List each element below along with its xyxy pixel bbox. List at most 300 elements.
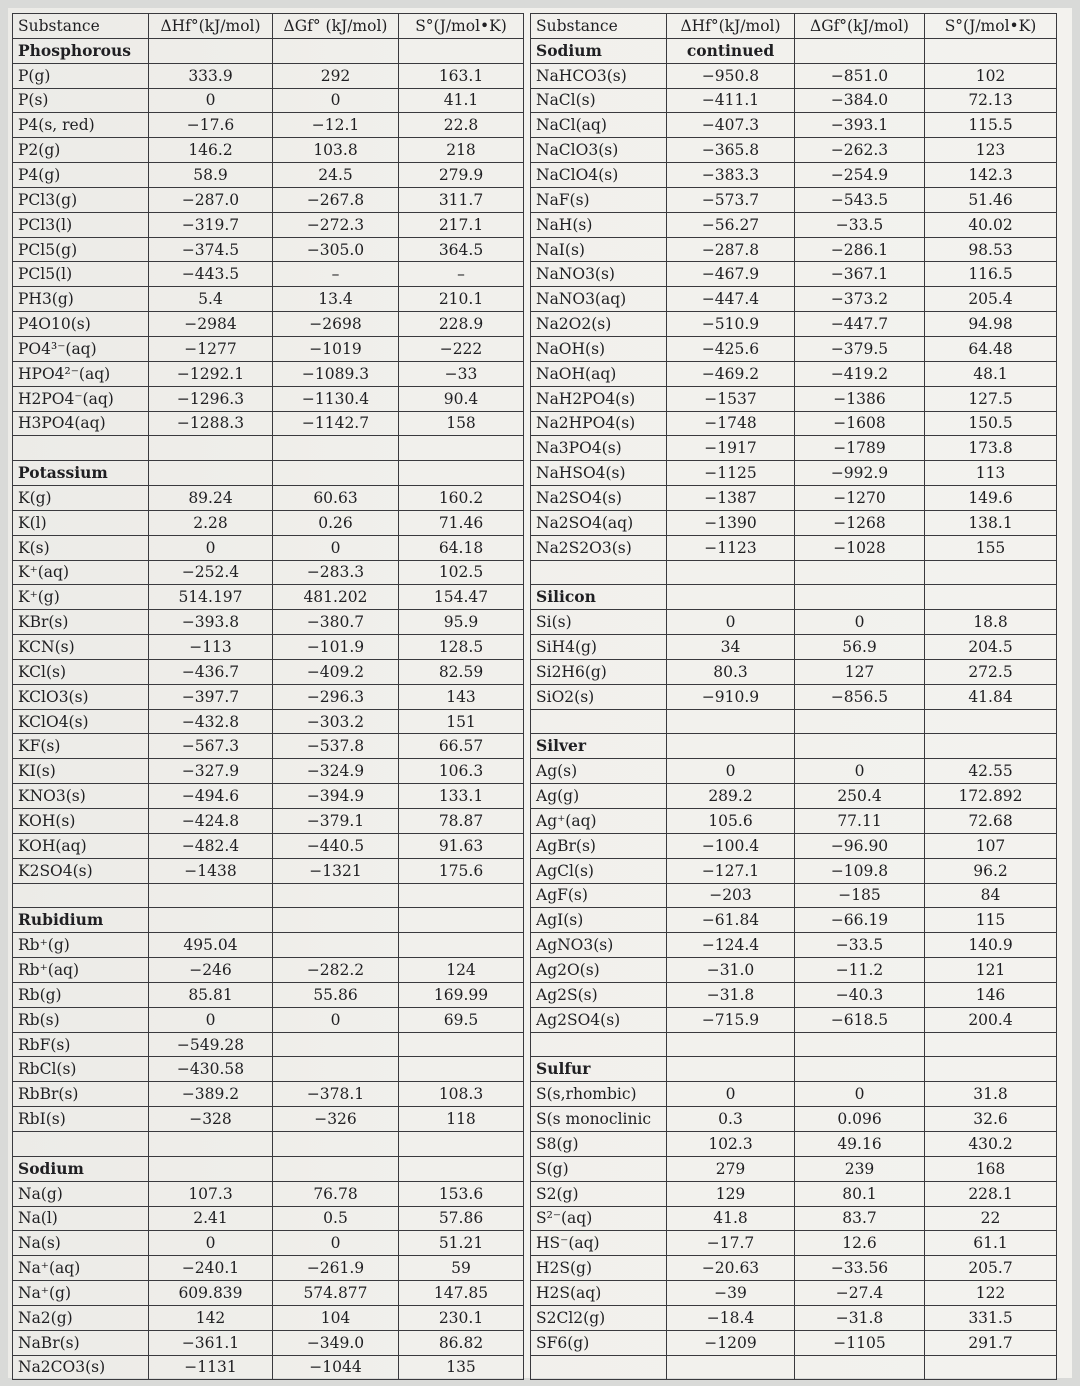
entropy-cell: 57.86: [399, 1206, 524, 1231]
substance-cell: PO4³⁻(aq): [13, 336, 149, 361]
table-row: [531, 833, 1057, 858]
entropy-cell: [925, 1032, 1057, 1057]
entropy-cell: 113: [925, 461, 1057, 486]
gibbs-cell: −96.90: [795, 833, 925, 858]
entropy-cell: 228.9: [399, 312, 524, 337]
enthalpy-cell: 5.4: [149, 287, 273, 312]
table-row: [531, 1206, 1057, 1231]
entropy-cell: 59: [399, 1256, 524, 1281]
entropy-cell: 168: [925, 1156, 1057, 1181]
gibbs-cell: −286.1: [795, 237, 925, 262]
gibbs-cell: 77.11: [795, 809, 925, 834]
entropy-cell: [399, 436, 524, 461]
table-row: [13, 411, 524, 436]
substance-cell: PCl5(g): [13, 237, 149, 262]
gibbs-cell: 0.26: [273, 510, 399, 535]
table-row: [531, 883, 1057, 908]
table-row: [13, 610, 524, 635]
substance-cell: H2S(aq): [531, 1281, 667, 1306]
entropy-cell: 71.46: [399, 510, 524, 535]
substance-cell: [531, 1355, 667, 1380]
gibbs-cell: −379.5: [795, 336, 925, 361]
substance-cell: Sulfur: [531, 1057, 667, 1082]
substance-cell: Na2HPO4(s): [531, 411, 667, 436]
gibbs-cell: −262.3: [795, 138, 925, 163]
table-row: [13, 958, 524, 983]
entropy-cell: 205.4: [925, 287, 1057, 312]
entropy-cell: 172.892: [925, 784, 1057, 809]
enthalpy-cell: [667, 734, 795, 759]
section-row: [13, 908, 524, 933]
gibbs-cell: 0: [273, 88, 399, 113]
table-row: [13, 1107, 524, 1132]
entropy-cell: 146: [925, 982, 1057, 1007]
enthalpy-cell: −18.4: [667, 1305, 795, 1330]
entropy-cell: 127.5: [925, 386, 1057, 411]
entropy-cell: 69.5: [399, 1007, 524, 1032]
enthalpy-cell: −910.9: [667, 684, 795, 709]
enthalpy-cell: −424.8: [149, 809, 273, 834]
enthalpy-cell: 34: [667, 635, 795, 660]
enthalpy-cell: −17.7: [667, 1231, 795, 1256]
gibbs-cell: −1608: [795, 411, 925, 436]
gibbs-cell: −40.3: [795, 982, 925, 1007]
substance-cell: NaNO3(aq): [531, 287, 667, 312]
entropy-cell: 115: [925, 908, 1057, 933]
table-row: [531, 958, 1057, 983]
gibbs-cell: −349.0: [273, 1330, 399, 1355]
enthalpy-cell: −443.5: [149, 262, 273, 287]
table-row: [531, 436, 1057, 461]
enthalpy-cell: −393.8: [149, 610, 273, 635]
table-row: [531, 684, 1057, 709]
entropy-cell: 142.3: [925, 163, 1057, 188]
substance-cell: Sodium: [13, 1156, 149, 1181]
entropy-cell: 430.2: [925, 1131, 1057, 1156]
enthalpy-cell: 142: [149, 1305, 273, 1330]
substance-cell: Phosphorous: [13, 38, 149, 63]
entropy-cell: 102: [925, 63, 1057, 88]
entropy-cell: 31.8: [925, 1082, 1057, 1107]
substance-cell: [531, 709, 667, 734]
enthalpy-cell: 333.9: [149, 63, 273, 88]
substance-cell: HS⁻(aq): [531, 1231, 667, 1256]
substance-cell: NaOH(s): [531, 336, 667, 361]
table-row: [13, 1206, 524, 1231]
gibbs-cell: −305.0: [273, 237, 399, 262]
enthalpy-cell: −328: [149, 1107, 273, 1132]
enthalpy-cell: 2.41: [149, 1206, 273, 1231]
enthalpy-cell: [149, 461, 273, 486]
substance-cell: NaH(s): [531, 212, 667, 237]
gibbs-cell: 83.7: [795, 1206, 925, 1231]
table-row: [531, 63, 1057, 88]
gibbs-cell: 0: [273, 535, 399, 560]
enthalpy-cell: −61.84: [667, 908, 795, 933]
table-row: [13, 833, 524, 858]
entropy-cell: 102.5: [399, 560, 524, 585]
gibbs-cell: −379.1: [273, 809, 399, 834]
entropy-cell: 40.02: [925, 212, 1057, 237]
table-row: [13, 1032, 524, 1057]
entropy-cell: [925, 560, 1057, 585]
table-row: [531, 1082, 1057, 1107]
enthalpy-cell: −1438: [149, 858, 273, 883]
header-substance: Substance: [13, 14, 149, 39]
gibbs-cell: −296.3: [273, 684, 399, 709]
table-row: [531, 1032, 1057, 1057]
substance-cell: [13, 883, 149, 908]
enthalpy-cell: 514.197: [149, 585, 273, 610]
substance-cell: NaBr(s): [13, 1330, 149, 1355]
substance-cell: SiO2(s): [531, 684, 667, 709]
table-row: [13, 560, 524, 585]
gibbs-cell: −543.5: [795, 187, 925, 212]
enthalpy-cell: −1537: [667, 386, 795, 411]
enthalpy-cell: −361.1: [149, 1330, 273, 1355]
table-row: [531, 908, 1057, 933]
substance-cell: K2SO4(s): [13, 858, 149, 883]
substance-cell: NaI(s): [531, 237, 667, 262]
left-header-row: [13, 14, 524, 39]
gibbs-cell: −1386: [795, 386, 925, 411]
substance-cell: Ag2O(s): [531, 958, 667, 983]
entropy-cell: 143: [399, 684, 524, 709]
substance-cell: PCl3(g): [13, 187, 149, 212]
gibbs-cell: [795, 1057, 925, 1082]
table-row: [531, 858, 1057, 883]
gibbs-cell: −303.2: [273, 709, 399, 734]
entropy-cell: 160.2: [399, 486, 524, 511]
entropy-cell: 135: [399, 1355, 524, 1380]
gibbs-cell: −27.4: [795, 1281, 925, 1306]
enthalpy-cell: 0: [149, 535, 273, 560]
entropy-cell: [399, 908, 524, 933]
gibbs-cell: −283.3: [273, 560, 399, 585]
table-row: [531, 187, 1057, 212]
substance-cell: Ag(g): [531, 784, 667, 809]
header-gibbs: ΔGf°(kJ/mol): [795, 14, 925, 39]
gibbs-cell: −101.9: [273, 635, 399, 660]
table-row: [531, 1256, 1057, 1281]
gibbs-cell: [795, 38, 925, 63]
enthalpy-cell: −469.2: [667, 361, 795, 386]
substance-cell: Ag2S(s): [531, 982, 667, 1007]
substance-cell: Rb(s): [13, 1007, 149, 1032]
table-row: [531, 510, 1057, 535]
left-table-body: [13, 38, 524, 1380]
entropy-cell: –: [399, 262, 524, 287]
gibbs-cell: −185: [795, 883, 925, 908]
enthalpy-cell: −17.6: [149, 113, 273, 138]
enthalpy-cell: −715.9: [667, 1007, 795, 1032]
gibbs-cell: [795, 1032, 925, 1057]
enthalpy-cell: −1209: [667, 1330, 795, 1355]
substance-cell: NaHSO4(s): [531, 461, 667, 486]
entropy-cell: 98.53: [925, 237, 1057, 262]
section-row: [531, 734, 1057, 759]
table-row: [13, 486, 524, 511]
table-row: [13, 684, 524, 709]
gibbs-cell: −2698: [273, 312, 399, 337]
substance-cell: NaF(s): [531, 187, 667, 212]
table-row: [13, 262, 524, 287]
table-row: [531, 386, 1057, 411]
substance-cell: AgNO3(s): [531, 933, 667, 958]
enthalpy-cell: −425.6: [667, 336, 795, 361]
gibbs-cell: [273, 38, 399, 63]
table-row: [13, 312, 524, 337]
gibbs-cell: −33.5: [795, 933, 925, 958]
gibbs-cell: −618.5: [795, 1007, 925, 1032]
entropy-cell: [925, 709, 1057, 734]
gibbs-cell: −393.1: [795, 113, 925, 138]
gibbs-cell: −1789: [795, 436, 925, 461]
enthalpy-cell: 80.3: [667, 659, 795, 684]
entropy-cell: 95.9: [399, 610, 524, 635]
enthalpy-cell: −1387: [667, 486, 795, 511]
substance-cell: HPO4²⁻(aq): [13, 361, 149, 386]
section-row: [531, 38, 1057, 63]
substance-cell: Silver: [531, 734, 667, 759]
enthalpy-cell: −436.7: [149, 659, 273, 684]
enthalpy-cell: [667, 709, 795, 734]
gibbs-cell: −992.9: [795, 461, 925, 486]
enthalpy-cell: −113: [149, 635, 273, 660]
substance-cell: Na(s): [13, 1231, 149, 1256]
gibbs-cell: 574.877: [273, 1281, 399, 1306]
substance-cell: Na3PO4(s): [531, 436, 667, 461]
enthalpy-cell: −287.0: [149, 187, 273, 212]
enthalpy-cell: 102.3: [667, 1131, 795, 1156]
enthalpy-cell: −1277: [149, 336, 273, 361]
substance-cell: K⁺(g): [13, 585, 149, 610]
gibbs-cell: 80.1: [795, 1181, 925, 1206]
entropy-cell: 72.13: [925, 88, 1057, 113]
gibbs-cell: 481.202: [273, 585, 399, 610]
entropy-cell: 72.68: [925, 809, 1057, 834]
substance-cell: AgF(s): [531, 883, 667, 908]
substance-cell: [531, 1032, 667, 1057]
table-row: [531, 163, 1057, 188]
gibbs-cell: −31.8: [795, 1305, 925, 1330]
substance-cell: S8(g): [531, 1131, 667, 1156]
gibbs-cell: −66.19: [795, 908, 925, 933]
table-row: [531, 287, 1057, 312]
enthalpy-cell: 289.2: [667, 784, 795, 809]
enthalpy-cell: −124.4: [667, 933, 795, 958]
enthalpy-cell: −1292.1: [149, 361, 273, 386]
substance-cell: Na2CO3(s): [13, 1355, 149, 1380]
entropy-cell: 147.85: [399, 1281, 524, 1306]
substance-cell: PCl5(l): [13, 262, 149, 287]
entropy-cell: [925, 734, 1057, 759]
entropy-cell: 230.1: [399, 1305, 524, 1330]
entropy-cell: 86.82: [399, 1330, 524, 1355]
enthalpy-cell: −287.8: [667, 237, 795, 262]
entropy-cell: 150.5: [925, 411, 1057, 436]
gibbs-cell: −11.2: [795, 958, 925, 983]
column-gap: [523, 13, 530, 1376]
substance-cell: SF6(g): [531, 1330, 667, 1355]
table-row: [531, 759, 1057, 784]
entropy-cell: 210.1: [399, 287, 524, 312]
table-row: [13, 510, 524, 535]
table-row: [13, 659, 524, 684]
entropy-cell: 90.4: [399, 386, 524, 411]
table-row: [13, 635, 524, 660]
entropy-cell: [925, 38, 1057, 63]
enthalpy-cell: −203: [667, 883, 795, 908]
table-row: [531, 237, 1057, 262]
gibbs-cell: [273, 436, 399, 461]
table-row: [13, 858, 524, 883]
gibbs-cell: −1142.7: [273, 411, 399, 436]
gibbs-cell: [795, 1355, 925, 1380]
enthalpy-cell: 0: [667, 1082, 795, 1107]
entropy-cell: −33: [399, 361, 524, 386]
table-row: [531, 1231, 1057, 1256]
enthalpy-cell: −549.28: [149, 1032, 273, 1057]
substance-cell: Na⁺(g): [13, 1281, 149, 1306]
table-row: [13, 883, 524, 908]
enthalpy-cell: −31.8: [667, 982, 795, 1007]
entropy-cell: 22.8: [399, 113, 524, 138]
table-row: [13, 535, 524, 560]
entropy-cell: 279.9: [399, 163, 524, 188]
table-row: [531, 1107, 1057, 1132]
gibbs-cell: −394.9: [273, 784, 399, 809]
table-row: [531, 784, 1057, 809]
entropy-cell: 107: [925, 833, 1057, 858]
substance-cell: Na(l): [13, 1206, 149, 1231]
gibbs-cell: −324.9: [273, 759, 399, 784]
entropy-cell: 151: [399, 709, 524, 734]
gibbs-cell: [795, 734, 925, 759]
table-row: [13, 1330, 524, 1355]
gibbs-cell: 292: [273, 63, 399, 88]
gibbs-cell: −1044: [273, 1355, 399, 1380]
table-row: [531, 486, 1057, 511]
enthalpy-cell: −389.2: [149, 1082, 273, 1107]
enthalpy-cell: −1288.3: [149, 411, 273, 436]
substance-cell: Ag(s): [531, 759, 667, 784]
entropy-cell: 364.5: [399, 237, 524, 262]
substance-cell: AgI(s): [531, 908, 667, 933]
enthalpy-cell: −20.63: [667, 1256, 795, 1281]
table-row: [13, 1355, 524, 1380]
enthalpy-cell: −510.9: [667, 312, 795, 337]
gibbs-cell: −109.8: [795, 858, 925, 883]
substance-cell: KI(s): [13, 759, 149, 784]
gibbs-cell: 12.6: [795, 1231, 925, 1256]
entropy-cell: 217.1: [399, 212, 524, 237]
gibbs-cell: −1321: [273, 858, 399, 883]
gibbs-cell: −261.9: [273, 1256, 399, 1281]
gibbs-cell: 127: [795, 659, 925, 684]
gibbs-cell: 103.8: [273, 138, 399, 163]
enthalpy-cell: 105.6: [667, 809, 795, 834]
substance-cell: Ag2SO4(s): [531, 1007, 667, 1032]
gibbs-cell: −282.2: [273, 958, 399, 983]
substance-cell: KClO4(s): [13, 709, 149, 734]
gibbs-cell: [273, 933, 399, 958]
substance-cell: [13, 1131, 149, 1156]
substance-cell: KNO3(s): [13, 784, 149, 809]
table-row: [531, 1281, 1057, 1306]
table-row: [531, 361, 1057, 386]
substance-cell: K⁺(aq): [13, 560, 149, 585]
substance-cell: NaOH(aq): [531, 361, 667, 386]
entropy-cell: 32.6: [925, 1107, 1057, 1132]
entropy-cell: 91.63: [399, 833, 524, 858]
gibbs-cell: 24.5: [273, 163, 399, 188]
table-row: [531, 610, 1057, 635]
gibbs-cell: −1019: [273, 336, 399, 361]
table-row: [13, 163, 524, 188]
enthalpy-cell: −1131: [149, 1355, 273, 1380]
table-row: [13, 212, 524, 237]
substance-cell: Sodium: [531, 38, 667, 63]
gibbs-cell: −33.56: [795, 1256, 925, 1281]
table-row: [13, 138, 524, 163]
entropy-cell: 149.6: [925, 486, 1057, 511]
entropy-cell: 78.87: [399, 809, 524, 834]
substance-cell: Rb(g): [13, 982, 149, 1007]
entropy-cell: 41.1: [399, 88, 524, 113]
substance-cell: Rubidium: [13, 908, 149, 933]
substance-cell: KBr(s): [13, 610, 149, 635]
enthalpy-cell: −127.1: [667, 858, 795, 883]
entropy-cell: 154.47: [399, 585, 524, 610]
substance-cell: K(s): [13, 535, 149, 560]
substance-cell: Silicon: [531, 585, 667, 610]
gibbs-cell: −1089.3: [273, 361, 399, 386]
gibbs-cell: [273, 908, 399, 933]
gibbs-cell: −378.1: [273, 1082, 399, 1107]
substance-cell: H3PO4(aq): [13, 411, 149, 436]
entropy-cell: 42.55: [925, 759, 1057, 784]
substance-cell: S²⁻(aq): [531, 1206, 667, 1231]
enthalpy-cell: −1123: [667, 535, 795, 560]
enthalpy-cell: 58.9: [149, 163, 273, 188]
entropy-cell: 64.48: [925, 336, 1057, 361]
entropy-cell: 205.7: [925, 1256, 1057, 1281]
substance-cell: KOH(s): [13, 809, 149, 834]
enthalpy-cell: −430.58: [149, 1057, 273, 1082]
gibbs-cell: 0: [795, 759, 925, 784]
table-row: [13, 1181, 524, 1206]
substance-cell: H2PO4⁻(aq): [13, 386, 149, 411]
entropy-cell: 173.8: [925, 436, 1057, 461]
entropy-cell: 128.5: [399, 635, 524, 660]
substance-cell: Na(g): [13, 1181, 149, 1206]
table-row: [531, 1181, 1057, 1206]
table-row: [531, 312, 1057, 337]
substance-cell: Rb⁺(g): [13, 933, 149, 958]
enthalpy-cell: continued: [667, 38, 795, 63]
gibbs-cell: [273, 1156, 399, 1181]
substance-cell: Na2S2O3(s): [531, 535, 667, 560]
entropy-cell: 158: [399, 411, 524, 436]
entropy-cell: [925, 585, 1057, 610]
substance-cell: K(l): [13, 510, 149, 535]
entropy-cell: 61.1: [925, 1231, 1057, 1256]
substance-cell: Si2H6(g): [531, 659, 667, 684]
entropy-cell: [399, 1057, 524, 1082]
enthalpy-cell: −1748: [667, 411, 795, 436]
gibbs-cell: [795, 560, 925, 585]
